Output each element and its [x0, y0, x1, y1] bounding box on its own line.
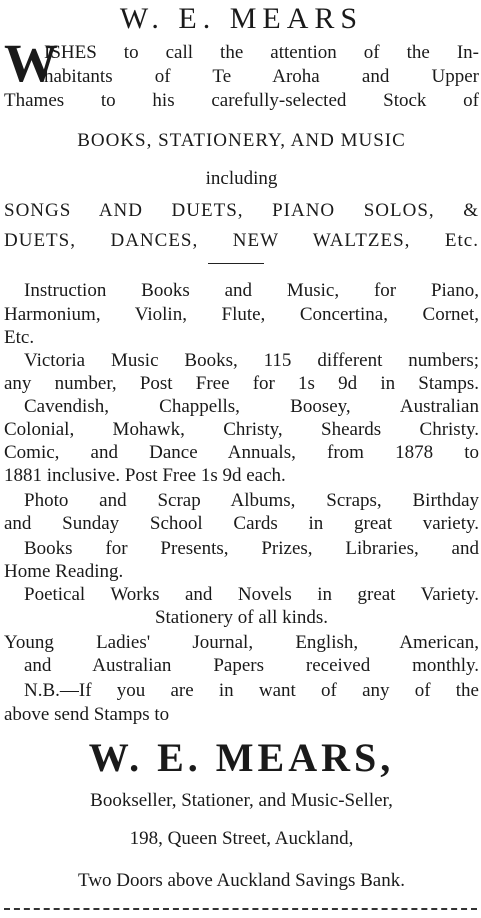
- footer-divider: [4, 908, 477, 910]
- body-line-16: Young Ladies' Journal, English, American,: [4, 632, 479, 653]
- body-line-15: Stationery of all kinds.: [154, 607, 329, 628]
- body-line-9: 1881 inclusive. Post Free 1s 9d each.: [4, 465, 286, 486]
- intro-line-1: ISHES to call the attention of the In-: [44, 42, 479, 63]
- body-line-18: N.B.—If you are in want of any of the: [24, 680, 479, 701]
- footer-merchant-name: W. E. MEARS,: [88, 735, 395, 780]
- body-line-5: any number, Post Free for 1s 9d in Stamps.: [4, 373, 479, 394]
- body-line-17: and Australian Papers received monthly.: [24, 655, 479, 676]
- body-line-12: Books for Presents, Prizes, Libraries, and: [24, 538, 479, 559]
- body-line-11: and Sunday School Cards in great variety.: [4, 513, 479, 534]
- intro-drop-cap: W: [4, 33, 58, 93]
- location-note: Two Doors above Auckland Savings Bank.: [78, 870, 405, 891]
- body-line-14: Poetical Works and Novels in great Variety.: [24, 584, 479, 605]
- trade-description: Bookseller, Stationer, and Music-Seller,: [90, 790, 393, 811]
- headline-including: including: [205, 168, 278, 189]
- body-line-6: Cavendish, Chappells, Boosey, Australian: [24, 396, 479, 417]
- headline-dances-waltzes: DUETS, DANCES, NEW WALTZES, Etc.: [4, 230, 479, 251]
- body-line-8: Comic, and Dance Annuals, from 1878 to: [4, 442, 479, 463]
- body-line-19: above send Stamps to: [4, 704, 170, 725]
- body-line-10: Photo and Scrap Albums, Scraps, Birthday: [24, 490, 479, 511]
- body-line-4: Victoria Music Books, 115 different numbers;: [24, 350, 479, 371]
- body-line-13: Home Reading.: [4, 561, 124, 582]
- intro-line-3: Thames to his carefully-selected Stock of: [4, 90, 479, 111]
- body-line-3: Etc.: [4, 327, 35, 348]
- street-address: 198, Queen Street, Auckland,: [129, 828, 354, 849]
- body-line-2: Harmonium, Violin, Flute, Concertina, Cornet,: [4, 304, 479, 325]
- headline-books-stationery-music: BOOKS, STATIONERY, AND MUSIC: [77, 130, 406, 151]
- section-divider: [208, 263, 264, 264]
- headline-songs-duets: SONGS AND DUETS, PIANO SOLOS, &: [4, 200, 479, 221]
- body-line-1: Instruction Books and Music, for Piano,: [24, 280, 479, 301]
- header-merchant-name: W. E. MEARS: [119, 2, 364, 35]
- body-line-7: Colonial, Mohawk, Christy, Sheards Christy.: [4, 419, 479, 440]
- intro-line-2: habitants of Te Aroha and Upper: [44, 66, 479, 87]
